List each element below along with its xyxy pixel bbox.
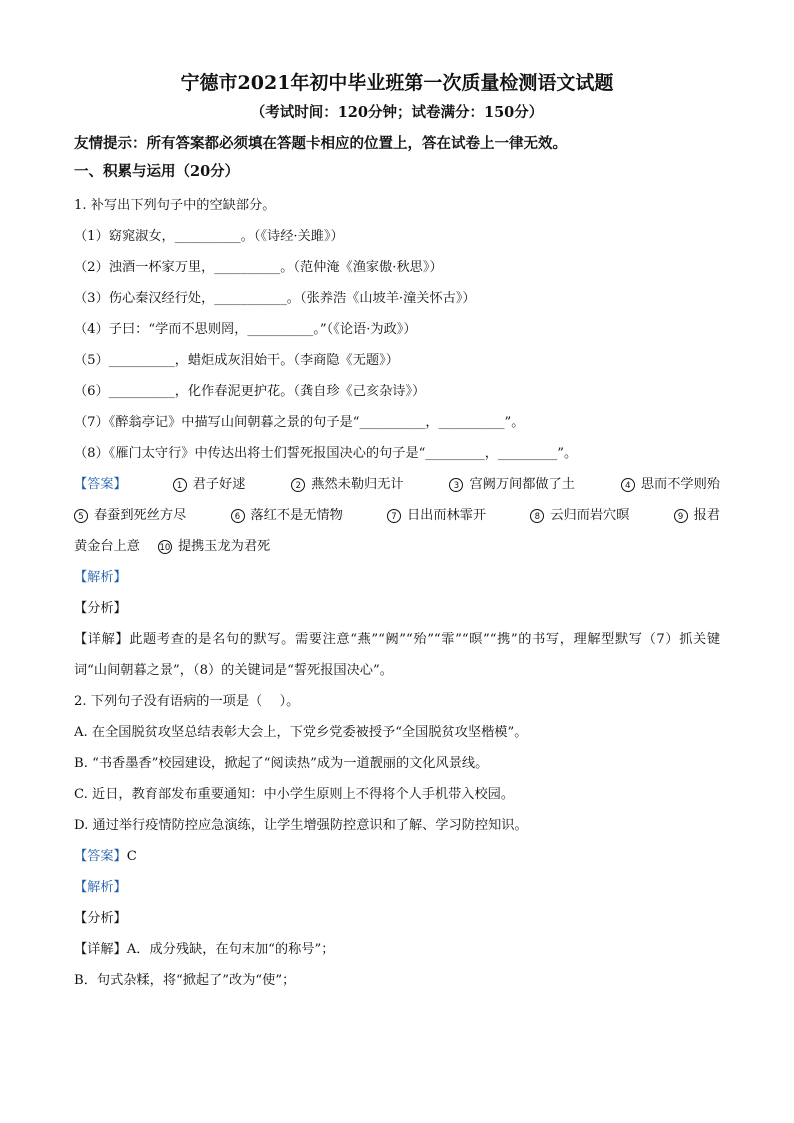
answer-text: 报君 [693, 508, 720, 523]
circled-number: 5 [74, 509, 88, 523]
q2-fenxi [74, 903, 720, 934]
answer-item [621, 469, 720, 500]
circled-number: 2 [291, 478, 305, 492]
answer-item [674, 500, 720, 531]
q2-answer [74, 841, 720, 872]
q2-detail-b: B．句式杂糅，将“掀起了”改为“使”； [74, 973, 296, 988]
answer-row-1 [74, 469, 720, 500]
q2-stem: 2. 下列句子没有语病的一项是（ ）。 [74, 694, 300, 709]
q1-item-4: （4）子曰：“学而不思则罔，__________。”（《论语·为政》） [74, 322, 417, 337]
answer-item [74, 500, 186, 531]
detail-tag: 【详解】 [74, 632, 130, 647]
q2-analysis [74, 872, 720, 903]
q1-analysis [74, 562, 720, 593]
answer-text: 春蚕到死丝方尽 [94, 508, 187, 523]
q1-detail [74, 624, 720, 686]
q2-option-b: B. “书香墨香”校园建设，掀起了“阅读热”成为一道靓丽的文化风景线。 [74, 756, 489, 771]
answer-tag: 【答案】 [74, 477, 127, 492]
answer-item [530, 500, 629, 531]
answer-tag: 【答案】 [74, 849, 127, 864]
exam-subtitle: （考试时间：120分钟；试卷满分：150分） [250, 104, 544, 121]
circled-number: 4 [621, 478, 635, 492]
answer-text: 宫阙万间都做了土 [469, 477, 575, 492]
q1-item-5: （5）__________，蜡炬成灰泪始干。（李商隐《无题》） [74, 353, 399, 368]
circled-number: 9 [674, 509, 688, 523]
answer-text: 日出而林霏开 [407, 508, 487, 523]
circled-number: 1 [173, 478, 187, 492]
q2-option-c: C. 近日，教育部发布重要通知：中小学生原则上不得将个人手机带入校园。 [74, 787, 515, 802]
analysis-tag: 【解析】 [74, 880, 127, 895]
circled-number: 8 [530, 509, 544, 523]
answer-text: 云归而岩穴暝 [550, 508, 630, 523]
exam-title: 宁德市2021年初中毕业班第一次质量检测语文试题 [180, 72, 614, 94]
answer-item [449, 469, 575, 500]
circled-number: 6 [231, 509, 245, 523]
q2-option-a: A. 在全国脱贫攻坚总结表彰大会上，下党乡党委被授予“全国脱贫攻坚楷模”。 [74, 725, 528, 740]
fenxi-tag: 【分析】 [74, 601, 127, 616]
answer-text: 君子好逑 [192, 477, 246, 492]
section-heading: 一、积累与运用（20分） [74, 163, 240, 180]
q2-detail-a [74, 934, 720, 965]
answer-row-2 [74, 500, 720, 531]
answer-text: 燕然未勒归无计 [311, 477, 404, 492]
q2-option-d: D. 通过举行疫情防控应急演练，让学生增强防控意识和了解、学习防控知识。 [74, 818, 528, 833]
answer-value: C [126, 849, 137, 864]
analysis-tag: 【解析】 [74, 570, 127, 585]
q1-fenxi [74, 593, 720, 624]
q1-item-6: （6）__________，化作春泥更护花。（龚自珍《己亥杂诗》） [74, 384, 426, 399]
q1-answers [74, 469, 720, 562]
answer-item [231, 500, 343, 531]
detail-text: A．成分残缺，在句末加“的称号”； [126, 942, 335, 957]
answer-text: 提携玉龙为君死 [177, 539, 271, 554]
detail-tag: 【详解】 [74, 942, 127, 957]
q1-item-1: （1）窈窕淑女，__________。（《诗经·关雎》） [74, 229, 344, 244]
answer-row-3 [74, 531, 720, 562]
circled-number: 7 [387, 509, 401, 523]
circled-number: 3 [449, 478, 463, 492]
q1-item-7: （7）《醉翁亭记》中描写山间朝暮之景的句子是“__________，__________”。 [74, 415, 525, 430]
circled-number: 10 [158, 540, 172, 554]
detail-text: 此题考查的是名句的默写。需要注意“燕”“阙”“殆”“霏”“暝”“携”的书写，理解型默写（7）抓关键词“山间朝暮之景”，（8）的关键词是“誓死报国决心”。 [74, 632, 721, 678]
fenxi-tag: 【分析】 [74, 911, 127, 926]
q1-item-2: （2）浊酒一杯家万里，__________。（范仲淹《渔家傲·秋思》） [74, 260, 443, 275]
answer-text: 黄金台上意 [74, 539, 140, 554]
answer-text: 思而不学则殆 [640, 477, 720, 492]
answer-item [158, 531, 270, 562]
answer-item [291, 469, 403, 500]
exam-notice: 友情提示：所有答案都必须填在答题卡相应的位置上，答在试卷上一律无效。 [74, 135, 567, 152]
answer-item [173, 469, 246, 500]
q1-stem: 1. 补写出下列句子中的空缺部分。 [74, 198, 276, 213]
answer-text: 落红不是无情物 [250, 508, 343, 523]
q1-item-3: （3）伤心秦汉经行处，___________。（张养浩《山坡羊·潼关怀古》） [74, 291, 476, 306]
q1-item-8: （8）《雁门太守行》中传达出将士们誓死报国决心的句子是“_________，_________”。 [74, 446, 578, 461]
answer-item [387, 500, 486, 531]
